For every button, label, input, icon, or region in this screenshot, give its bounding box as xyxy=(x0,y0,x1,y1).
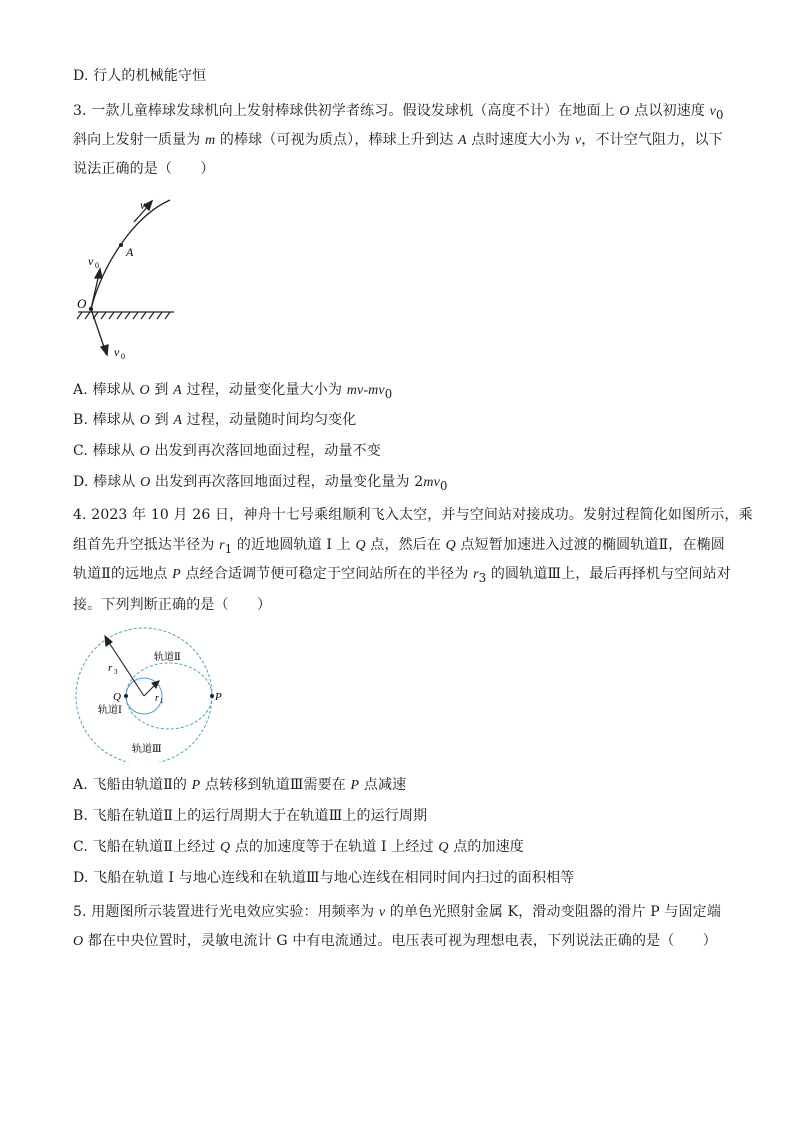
q4-stem-line-4: 接。下列判断正确的是（ ） xyxy=(73,597,272,613)
label-Q: Q xyxy=(113,691,121,703)
label-v0-down: v xyxy=(114,345,120,359)
label-v: v xyxy=(140,198,146,212)
point-O xyxy=(89,307,93,311)
q5-stem-line-1: 5. 用题图所示装置进行光电效应实验：用频率为 ν 的单色光照射金属 K，滑动变阻器的滑片 P 与固定端 xyxy=(73,904,721,920)
point-Q xyxy=(124,694,128,698)
q3-option-d: D. 棒球从 O 出发到再次落回地面过程，动量变化量为 $2mv_0$ xyxy=(73,474,448,493)
q4-orbit-figure xyxy=(70,626,230,762)
velocity-arrow-v0-up xyxy=(91,269,102,309)
q3-option-a: A. 棒球从 O 到 A 过程，动量变化量大小为 $mv-mv_0$ xyxy=(73,382,393,401)
label-O: O xyxy=(77,296,87,311)
q4-option-a: A. 飞船由轨道Ⅱ的 P 点转移到轨道Ⅲ需要在 P 点减速 xyxy=(73,777,407,793)
q4-stem-line-3: 轨道Ⅱ的远地点 P 点经合适调节便可稳定于空间站所在的半径为 $r_3$ 的圆轨道Ⅲ上，最后再择机与空间站对 xyxy=(73,566,731,585)
q4-stem-line-2: 组首先升空抵达半径为 $r_1$ 的近地圆轨道 Ⅰ 上 Q 点，然后在 Q 点短暂加速进入过渡的椭圆轨道Ⅱ，在椭圆 xyxy=(73,537,725,556)
q5-stem-line-2: O 都在中央位置时，灵敏电流计 G 中有电流通过。电压表可视为理想电表，下列说法正确的是（ ） xyxy=(73,933,717,949)
label-orbit-3: 轨道Ⅲ xyxy=(132,744,162,755)
point-P xyxy=(210,694,214,698)
ground-line xyxy=(77,312,174,319)
q3-figure xyxy=(70,192,190,367)
point-A xyxy=(119,243,123,247)
label-r1: r xyxy=(155,693,159,704)
velocity-arrow-v0-down xyxy=(91,309,108,355)
q4-option-b: B. 飞船在轨道Ⅱ上的运行周期大于在轨道Ⅲ上的运行周期 xyxy=(73,808,428,824)
label-r1-sub: 1 xyxy=(160,697,164,705)
orbit-2 xyxy=(126,663,212,729)
label-v0-up-sub: 0 xyxy=(95,261,99,270)
label-v0-down-sub: 0 xyxy=(121,352,125,361)
label-P: P xyxy=(215,691,222,703)
q3-stem-line-3: 说法正确的是（ ） xyxy=(73,161,215,177)
label-orbit-2: 轨道Ⅱ xyxy=(154,652,181,663)
q4-option-d: D. 飞船在轨道 Ⅰ 与地心连线和在轨道Ⅲ与地心连线在相同时间内扫过的面积相等 xyxy=(73,870,575,886)
q4-stem-line-1: 4. 2023 年 10 月 26 日，神舟十七号乘组顺利飞入太空，并与空间站对接成功。发射过程简化如图所示，乘 xyxy=(73,507,753,523)
q3-option-c: C. 棒球从 O 出发到再次落回地面过程，动量不变 xyxy=(73,443,381,459)
label-orbit-1: 轨道Ⅰ xyxy=(98,705,122,716)
q3-stem-line-2: 斜向上发射一质量为 m 的棒球（可视为质点），棒球上升到达 A 点时速度大小为 v，不计空气阻力，以下 xyxy=(73,132,723,148)
label-r3-sub: 3 xyxy=(114,668,118,676)
q3-option-b: B. 棒球从 O 到 A 过程，动量随时间均匀变化 xyxy=(73,412,357,428)
label-A: A xyxy=(126,245,134,259)
label-r3: r xyxy=(108,662,113,674)
prev-option-d: D. 行人的机械能守恒 xyxy=(73,68,207,84)
q3-stem-line-1: 3. 一款儿童棒球发球机向上发射棒球供初学者练习。假设发球机（高度不计）在地面上 O 点以初速度 $v_0$ xyxy=(73,103,724,122)
label-v0-up: v xyxy=(88,254,94,268)
q4-option-c: C. 飞船在轨道Ⅱ上经过 Q 点的加速度等于在轨道 Ⅰ 上经过 Q 点的加速度 xyxy=(73,839,524,855)
